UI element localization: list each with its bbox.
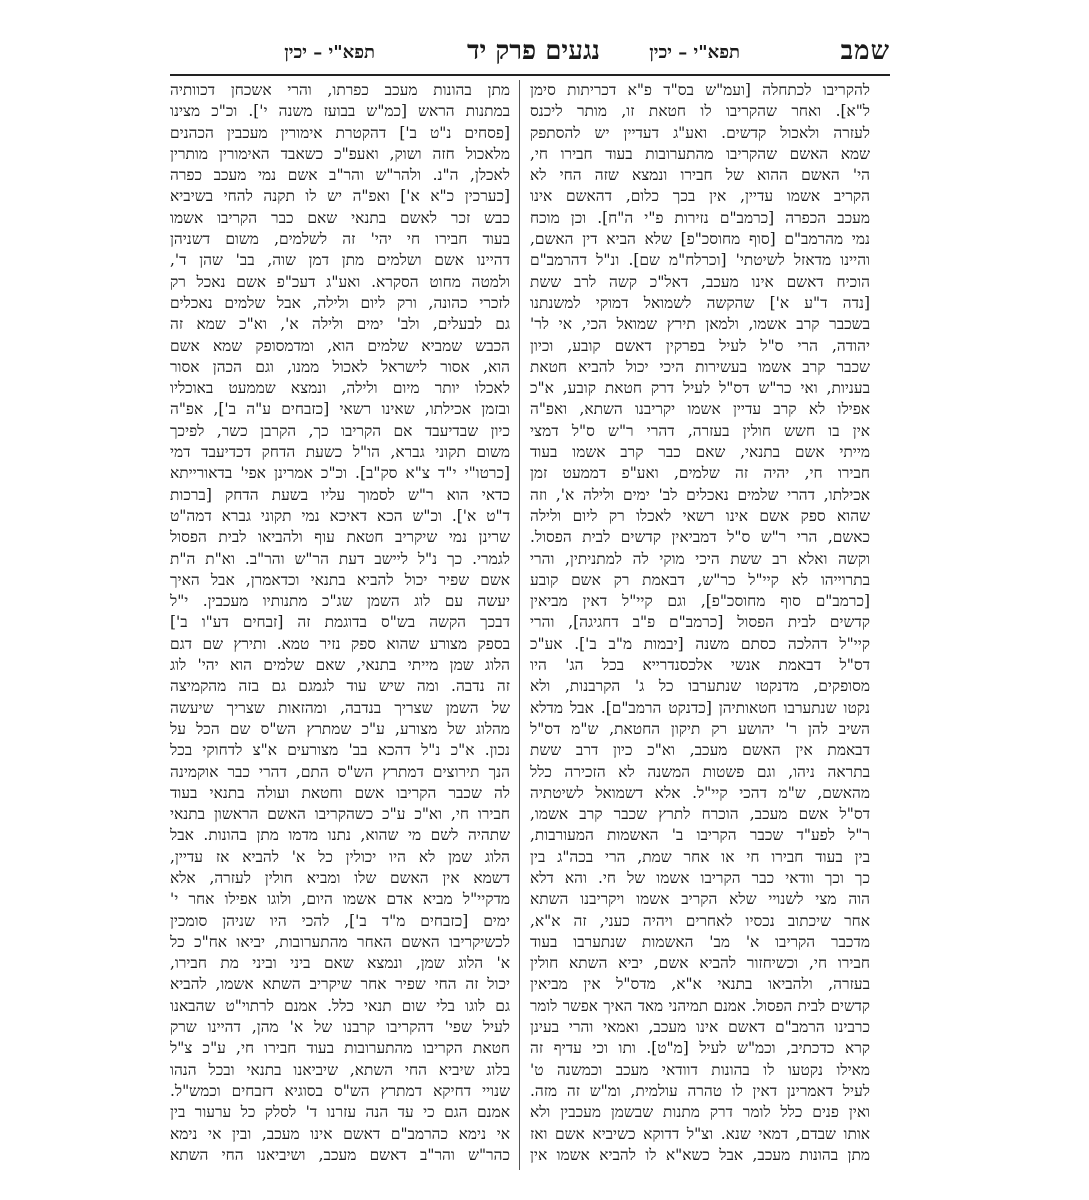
- text-line: אין בו חשש חולין בעזרה, דהרי ר"ש ס"ל דמצי: [530, 421, 870, 440]
- text-line: שכבר קרב אשמו בעשירות היכי יכול להביא חטאת: [530, 357, 870, 376]
- text-line: כרבינו הרמב"ם דאשם אינו מעכב, ואמאי והרי בעינן: [530, 1018, 870, 1037]
- text-line: אמנם הגם כי עד הנה עזרנו ד' לסלק כל ערעור בין: [170, 1103, 510, 1122]
- text-line: כדאי הוא ר"ש לסמוך עליו בשעת הדחק [ברכות: [170, 485, 510, 504]
- text-line: [פסחים נ"ט ב'] דהקטרת אימורין מעכבין הכהנים: [170, 123, 510, 142]
- text-line: הלוג שמן לא היו יכולין כל א' להביא אז עדיין,: [170, 847, 510, 866]
- text-line: ובזמן אכילתו, שאינו רשאי [כזבחים ע"ה ב'], אפ"ה: [170, 400, 510, 419]
- text-line: דשמא אין האשם שלו ומביא חולין לעזרה, אלא: [170, 868, 510, 887]
- text-line: לאכלו יותר מיום ולילה, ונמצא שממעט באוכליו: [170, 379, 510, 398]
- page-number: שמב: [840, 36, 890, 66]
- header-rule: [170, 74, 890, 76]
- text-line: והיינו מדאזל לשיטתי' [וכרלח"מ שם]. ונ"ל דהרמב"ם: [530, 251, 870, 270]
- text-line: גם לוגו בלי שום תנאי כלל. אמנם לרתוי"ט שהבאנו: [170, 996, 510, 1015]
- text-line: בעזרה, ולהביאו בתנאי א"א, מדס"ל אין מביאין: [530, 975, 870, 994]
- text-line: לעיל דאמרינן דאין לו טהרה עולמית, ומ"ש זה מזה.: [530, 1081, 870, 1100]
- text-line: יעשה עם לוג השמן שג"כ מתנותיו מעכבין. י"ל: [170, 592, 510, 611]
- text-line: כיון שבדיעבד אם הקריבו כך, הקרבן כשר, לפיכך: [170, 421, 510, 440]
- text-line: מעכב הכפרה [כרמב"ם נזירות פ"י ה"ח]. וכן מוכח: [530, 208, 870, 227]
- text-line: שרינן נמי שיקריב חטאת עוף ולהביאו לבית הפסול: [170, 528, 510, 547]
- text-line: דבאמת אין האשם מעכב, וא"כ כיון דרב ששת: [530, 741, 870, 760]
- text-line: כאשם, הרי ר"ש ס"ל דמביאין קדשים לבית הפסול.: [530, 528, 870, 547]
- text-line: דס"ל דבאמת אנשי אלכסנדרייא בכל הג' היו: [530, 656, 870, 675]
- text-line: ימים [כזבחים מ"ד ב'], להכי היו שניהן סומכין: [170, 911, 510, 930]
- text-line: הוה מצי לשנויי שלא הקריב אשמו ויקריבנו השתא: [530, 890, 870, 909]
- text-line: לאכלן, ה"נ. ולהר"ש והר"ב אשם נמי מעכב כפרה: [170, 166, 510, 185]
- text-line: ר"ל לפע"ד שכבר הקריבו ב' האשמות המעורבות,: [530, 826, 870, 845]
- text-line: חטאת הקריבו מהתערובות בעוד חבירו חי, ע"כ צ"ל: [170, 1039, 510, 1058]
- text-line: כהר"ש והר"ב דאשם מעכב, ושיביאנו החי השתא: [170, 1145, 510, 1164]
- text-line: הי' האשם ההוא של חבירו ונמצא שזה החי לא: [530, 166, 870, 185]
- text-line: בעוד חבירו חי יהי' זה לשלמים, משום דשניהן: [170, 230, 510, 249]
- text-line: מתן בהונות מעכב כפרתו, והרי אשכחן דכוותיה: [170, 81, 510, 99]
- column-divider: [519, 80, 520, 1170]
- text-line: במתנות הראש [כמ"ש בבועז משנה י']. וכ"כ מצינו: [170, 102, 510, 121]
- text-line: אחר שיכתוב נכסיו לאחרים ויהיה כעני, זה א"א,: [530, 911, 870, 930]
- text-line: השיב להן ר' יהושע רק תיקון החטאת, ש"מ דס"ל: [530, 719, 870, 738]
- text-line: מדכבר הקריבו א' מב' האשמות שנתערבו בעוד: [530, 932, 870, 951]
- text-line: כבש זכר לאשם בתנאי שאם כבר הקריבו אשמו: [170, 208, 510, 227]
- text-line: שנויי דחיקא דמתרץ הש"ס בסוגיא דזבחים וכמש"ל.: [170, 1081, 510, 1100]
- text-line: חבירו חי, וא"כ ע"כ כשהקריבו האשם הראשון בתנאי: [170, 805, 510, 824]
- text-line: בעניות, ואי כר"ש דס"ל לעיל דרק חטאת קובע, א"כ: [530, 379, 870, 398]
- text-line: וקשה ואלא רב ששת היכי מוקי לה למתניתין, והרי: [530, 549, 870, 568]
- text-line: דס"ל אשם מעכב, הוכרח לתרץ שכבר קרב אשמו,: [530, 805, 870, 824]
- text-line: הכבש שמביא שלמים הוא, ומדמסופק שמא אשם: [170, 336, 510, 355]
- text-line: אפילו לא קרב עדיין אשמו יקריבנו השתא, ואפ"ה: [530, 400, 870, 419]
- text-line: יהודה, הרי ס"ל לעיל בפרקין דאשם קובע, וכיון: [530, 336, 870, 355]
- text-line: לעיל שפי' דהקריבו קרבנו של א' מהן, דהיינו שרק: [170, 1018, 510, 1037]
- page-header: [170, 36, 890, 76]
- text-line: בתראה ניהו, וגם פשטות המשנה לא הזכירה כלל: [530, 762, 870, 781]
- text-line: זה נדבה. ומה שיש עוד לגמגם גם בזה מהקמיצה: [170, 677, 510, 696]
- text-line: בשכבר קרב אשמו, ולמאן תירץ שמואל הכי, אי לר': [530, 315, 870, 334]
- text-line: קיי"ל דהלכה כסתם משנה [יבמות מ"ב ב']. אע"כ: [530, 634, 870, 653]
- text-line: מדקיי"ל מביא אדם אשמו היום, ולוגו אפילו אחר י': [170, 890, 510, 909]
- text-line: משום תקוני גברא, הו"ל כשעת הדחק דכדיעבד דמי: [170, 443, 510, 462]
- text-line: חבירו חי, וכשיחזור להביא אשם, יביא השתא חולין: [530, 954, 870, 973]
- text-line: הוא, אסור לישראל לאכול ממנו, וגם הכהן אסור: [170, 357, 510, 376]
- text-line: ואין פנים כלל לומר דרק מתנות שבשמן מעכבין ולא: [530, 1103, 870, 1122]
- text-line: לגמרי. כך נ"ל ליישב דעת הר"ש והר"ב. וא"ת ה"ת: [170, 549, 510, 568]
- text-line: קדשים לבית הפסול. אמנם תמיהני מאד האיך אפשר לומר: [530, 996, 870, 1015]
- text-line: אי נימא כהרמב"ם דאשם אינו מעכב, ובין אי נימא: [170, 1124, 510, 1143]
- text-line: [כרמב"ם סוף מחוסכ"פ], וגם קיי"ל דאין מביאין: [530, 592, 870, 611]
- text-line: אותו שבדם, דמאי שנא. וצ"ל דדוקא כשיביא אשם ואז: [530, 1124, 870, 1143]
- text-line: בתרוייהו לא קיי"ל כר"ש, דבאמת רק אשם קובע: [530, 570, 870, 589]
- text-line: לה שכבר הקריבו אשם וחטאת ועולה בתנאי בעוד: [170, 783, 510, 802]
- text-line: הוכיח דאשם אינו מעכב, דאל"כ קשה לרב ששת: [530, 272, 870, 291]
- text-line: דהיינו אשם ושלמים מתן דמן שוה, בב' שהן ד',: [170, 251, 510, 270]
- text-column-right: [530, 80, 870, 1166]
- chapter-title: נגעים פרק יד: [466, 36, 600, 66]
- text-line: מהלוג של מצורע, ע"כ שמתרץ הש"ס שם הכל על: [170, 719, 510, 738]
- text-line: חבירו חי, יהיה זה שלמים, ואע"פ דממעט זמן: [530, 464, 870, 483]
- text-line: ולמטה מחוט הסקרא. ואע"ג דעכ"פ אשם נאכל רק: [170, 272, 510, 291]
- text-line: מלאכול חזה ושוק, ואעפ"כ כשאבד האימורין מותרין: [170, 144, 510, 163]
- text-line: ל"א]. ואחר שהקריבו לו חטאת זו, מותר ליכנס: [530, 102, 870, 121]
- text-line: בלוג שיביא החי השתא, שיביאנו בתנאי ובכל הנהו: [170, 1060, 510, 1079]
- text-line: שמא האשם שהקריבו מהתערובות בעוד חבירו חי,: [530, 144, 870, 163]
- text-line: יכול זה החי שפיר אחר שיקריב השתא אשמו, להביא: [170, 975, 510, 994]
- text-line: מתן בהונות מעכב, אבל כשא"א לו להביא אשמו אין: [530, 1145, 870, 1164]
- text-line: [כרטו"י י"ד צ"א סק"ב]. וכ"כ אמרינן אפי' בדאורייתא: [170, 464, 510, 483]
- text-line: שהוא ספק אשם אינו רשאי לאכלו רק ליום ולילה: [530, 506, 870, 525]
- text-line: א' הלוג שמן, ונמצא שאם ביני וביני מת חבירו,: [170, 954, 510, 973]
- text-line: להקריבו לכתחלה [ועמ"ש בס"ד פ"א דכריתות סימן: [530, 81, 870, 99]
- text-line: מאילו נקטעו לו בהונות דוודאי מעכב וכמשנה ט': [530, 1060, 870, 1079]
- running-header-right: תפא"י – יכין: [649, 42, 740, 63]
- text-line: אשם שפיר יכול להביא בתנאי וכדאמרן, אבל האיך: [170, 570, 510, 589]
- text-line: [כערכין כ"א א'] ואפ"ה יש לו תקנה להחי בשיביא: [170, 187, 510, 206]
- text-line: אכילתו, דהרי שלמים נאכלים לב' ימים ולילה א', וזה: [530, 485, 870, 504]
- text-line: ד"ט א']. וכ"ש הכא דאיכא נמי תקוני גברא דמה"ט: [170, 506, 510, 525]
- text-line: הנך תירוצים דמתרץ הש"ס התם, דהרי כבר אוקמינה: [170, 762, 510, 781]
- text-line: גם לבעלים, ולב' ימים ולילה א', וא"כ שמא זה: [170, 315, 510, 334]
- text-column-left: [170, 80, 510, 1166]
- text-line: לכשיקריבו האשם האחר מהתערובות, יביאו אח"כ כל: [170, 932, 510, 951]
- text-line: נכון. א"כ נ"ל דהכא בב' מצורעים א"צ לדחוקי בכל: [170, 741, 510, 760]
- text-line: בספק מצורע שהוא ספק נזיר טמא. ותירץ שם דגם: [170, 634, 510, 653]
- text-line: מייתי אשם בתנאי, שאם כבר קרב אשמו בעוד: [530, 443, 870, 462]
- text-line: לעזרה ולאכול קדשים. ואע"ג דעדיין יש להסתפק: [530, 123, 870, 142]
- text-line: של השמן שצריך בנדבה, ומהזאות שצריך שיעשה: [170, 698, 510, 717]
- text-line: שתהיה לשם מי שהוא, נתנו מדמו מתן בהונות. אבל: [170, 826, 510, 845]
- text-line: הלוג שמן מייתי בתנאי, שאם שלמים הוא יהי' לוג: [170, 656, 510, 675]
- text-line: נקטו שנתערבו חטאותיהן [כדנקט הרמב"ם]. אבל מדלא: [530, 698, 870, 717]
- text-line: מסופקים, מדנקטו שנתערבו כל ג' הקרבנות, ולא: [530, 677, 870, 696]
- text-line: [נדה ד"ע א'] שהקשה לשמואל דמוקי למשנתנו: [530, 293, 870, 312]
- text-line: לזכרי כהונה, ורק ליום ולילה, אבל שלמים נאכלים: [170, 293, 510, 312]
- text-line: הקריב אשמו עדיין, אין בכך כלום, דהאשם אינו: [530, 187, 870, 206]
- text-line: קרא כדכתיב, וכמ"ש לעיל [מ"ט]. ותו וכי עדיף זה: [530, 1039, 870, 1058]
- text-line: נמי מהרמב"ם [סוף מחוסכ"פ] שלא הביא דין האשם,: [530, 230, 870, 249]
- text-line: מהאשם, ש"מ דהכי קיי"ל. אלא דשמואל לשיטתיה: [530, 783, 870, 802]
- text-line: דבכך הקשה בש"ס בדוגמת זה [זבחים דע"ו ב']: [170, 613, 510, 632]
- text-line: קדשים לבית הפסול [כרמב"ם פ"ב דחגיגה], והרי: [530, 613, 870, 632]
- running-header-left: תפא"י – יכין: [284, 42, 375, 63]
- text-line: בין בעוד חבירו חי או אחר שמת, הרי בכה"ג בין: [530, 847, 870, 866]
- text-line: כך וכך וודאי כבר הקריבו אשמו של חי. והא דלא: [530, 868, 870, 887]
